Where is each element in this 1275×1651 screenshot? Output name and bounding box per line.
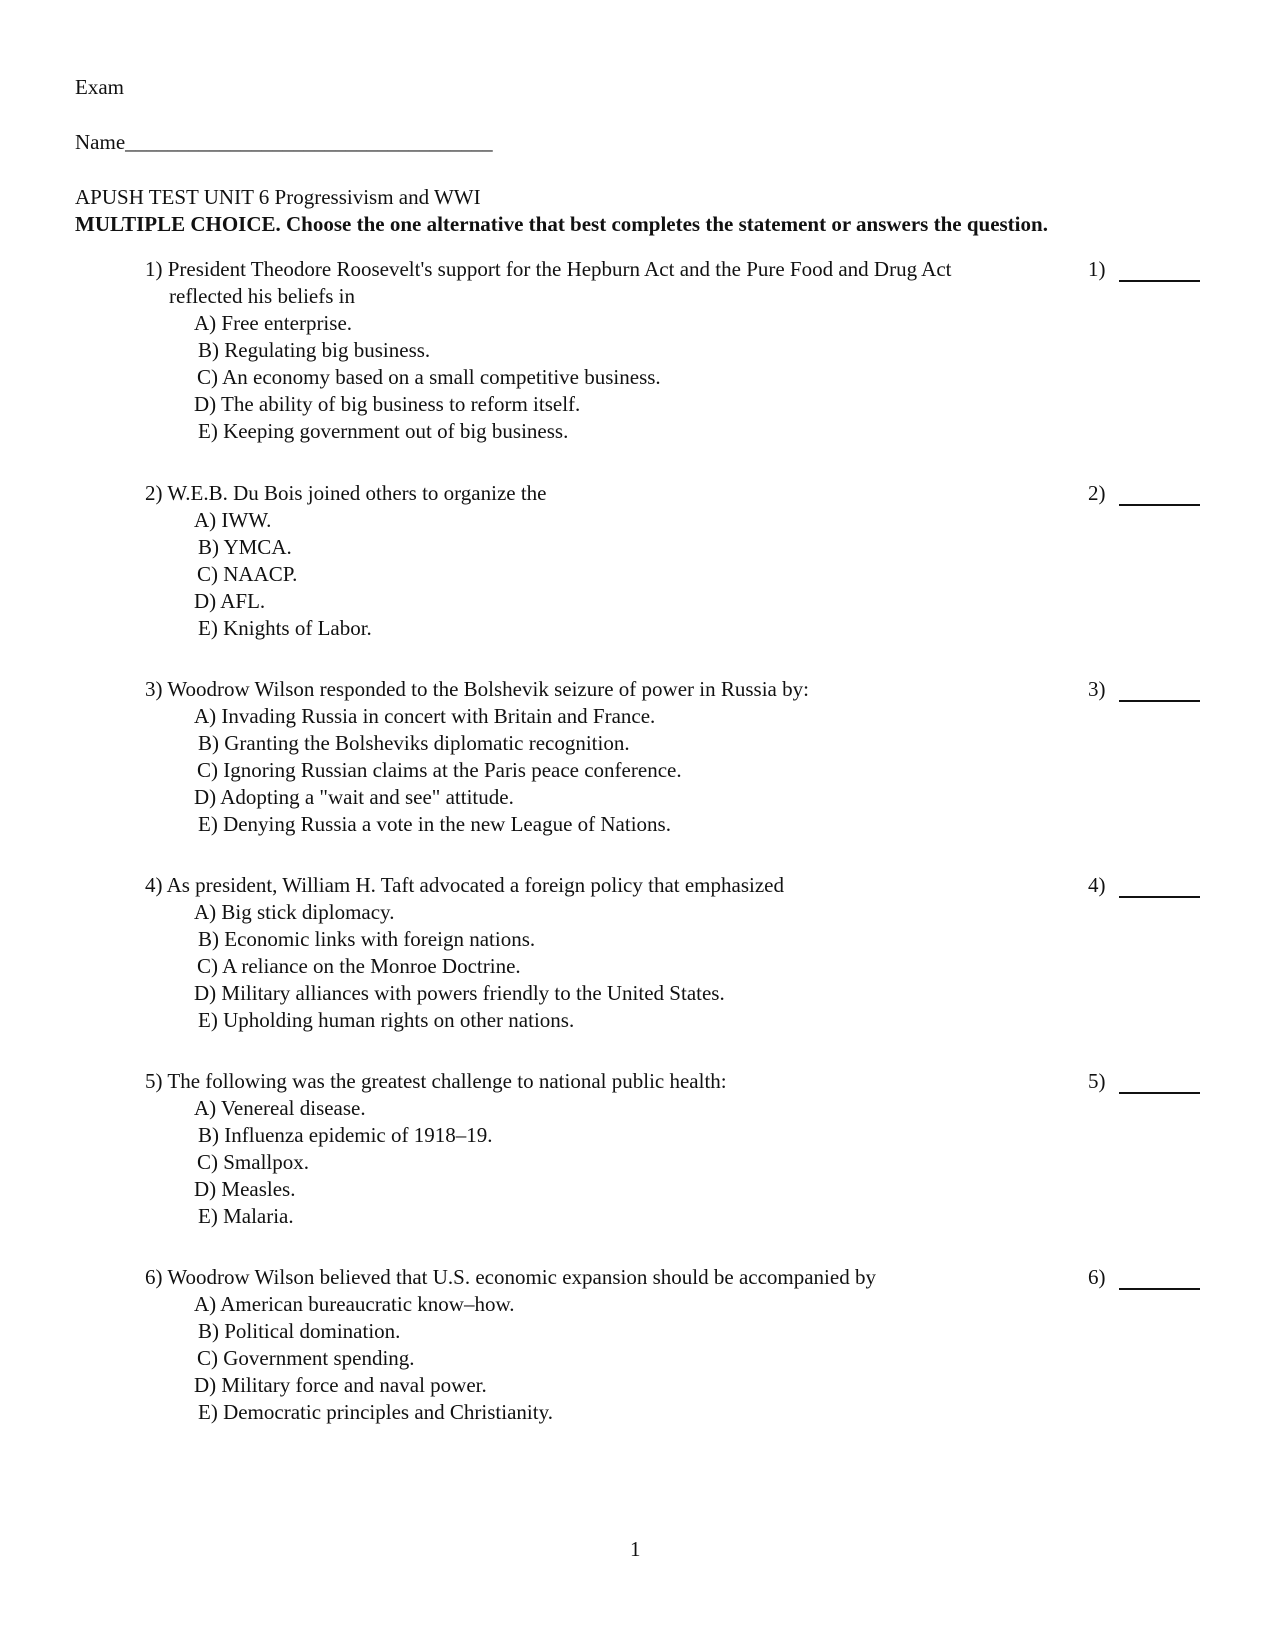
- answer-label: 2): [1088, 481, 1106, 505]
- question-text-line1: President Theodore Roosevelt's support for the Hepburn Act and the Pure Food and Drug Act: [167, 257, 952, 281]
- question-item: [0, 1264, 1275, 1454]
- choice-c: C) Smallpox.: [197, 1150, 310, 1174]
- choice-a: A) Free enterprise.: [194, 311, 353, 335]
- answer-blank[interactable]: [1119, 1288, 1200, 1290]
- choice-c: C) An economy based on a small competitive business.: [197, 365, 661, 389]
- choice-a: A) Venereal disease.: [194, 1096, 366, 1120]
- question-number: 1): [145, 257, 163, 281]
- answer-blank[interactable]: [1119, 1092, 1200, 1094]
- question-number: 2): [145, 481, 163, 505]
- name-field: Name___________________________________: [75, 130, 493, 154]
- question-text-line1: W.E.B. Du Bois joined others to organize the: [167, 481, 547, 505]
- page-number: 1: [630, 1537, 641, 1561]
- choice-a: A) American bureaucratic know–how.: [194, 1292, 515, 1316]
- answer-blank[interactable]: [1119, 280, 1200, 282]
- choice-e: E) Denying Russia a vote in the new League of Nations.: [198, 812, 671, 836]
- choice-list: [196, 310, 661, 445]
- question-text-line1: The following was the greatest challenge to national public health:: [167, 1069, 727, 1093]
- question-number: 3): [145, 677, 163, 701]
- question-text-line1: Woodrow Wilson responded to the Bolshevik seizure of power in Russia by:: [167, 677, 809, 701]
- choice-d: D) Adopting a "wait and see" attitude.: [194, 785, 514, 809]
- question-text-line1: As president, William H. Taft advocated a foreign policy that emphasized: [166, 873, 784, 897]
- choice-e: E) Knights of Labor.: [198, 616, 372, 640]
- question-item: [0, 676, 1275, 866]
- choice-b: B) Regulating big business.: [198, 338, 431, 362]
- answer-label: 3): [1088, 677, 1106, 701]
- answer-label: 6): [1088, 1265, 1106, 1289]
- choice-b: B) Granting the Bolsheviks diplomatic recognition.: [198, 731, 630, 755]
- answer-label: 4): [1088, 873, 1106, 897]
- choice-e: E) Democratic principles and Christianity.: [198, 1400, 553, 1424]
- choice-list: [196, 507, 372, 642]
- question-stem: [145, 676, 1045, 703]
- question-stem: [145, 256, 1045, 310]
- question-text-line1: Woodrow Wilson believed that U.S. economic expansion should be accompanied by: [167, 1265, 876, 1289]
- question-stem: [145, 480, 1045, 507]
- choice-c: C) Government spending.: [197, 1346, 415, 1370]
- choice-d: D) The ability of big business to reform itself.: [194, 392, 581, 416]
- choice-list: [196, 703, 682, 838]
- answer-blank[interactable]: [1119, 700, 1200, 702]
- question-number: 4): [145, 873, 163, 897]
- choice-e: E) Keeping government out of big business.: [198, 419, 569, 443]
- choice-e: E) Upholding human rights on other nations.: [198, 1008, 575, 1032]
- choice-b: B) YMCA.: [198, 535, 292, 559]
- choice-a: A) Big stick diplomacy.: [194, 900, 395, 924]
- question-item: [0, 480, 1275, 670]
- choice-d: D) Military alliances with powers friendly to the United States.: [194, 981, 725, 1005]
- answer-label: 1): [1088, 257, 1106, 281]
- test-title: APUSH TEST UNIT 6 Progressivism and WWI: [75, 185, 481, 209]
- answer-blank[interactable]: [1119, 504, 1200, 506]
- choice-a: A) Invading Russia in concert with Britain and France.: [194, 704, 656, 728]
- choice-b: B) Influenza epidemic of 1918–19.: [198, 1123, 493, 1147]
- choice-e: E) Malaria.: [198, 1204, 294, 1228]
- choice-c: C) Ignoring Russian claims at the Paris peace conference.: [197, 758, 682, 782]
- choice-c: C) A reliance on the Monroe Doctrine.: [197, 954, 521, 978]
- answer-blank[interactable]: [1119, 896, 1200, 898]
- question-item: [0, 872, 1275, 1062]
- answer-label: 5): [1088, 1069, 1106, 1093]
- choice-b: B) Economic links with foreign nations.: [198, 927, 536, 951]
- choice-d: D) Military force and naval power.: [194, 1373, 487, 1397]
- choice-d: D) AFL.: [194, 589, 266, 613]
- exam-label: Exam: [75, 75, 124, 99]
- choice-list: [196, 1095, 493, 1230]
- choice-c: C) NAACP.: [197, 562, 298, 586]
- question-stem: [145, 1068, 1045, 1095]
- question-item: [0, 1068, 1275, 1258]
- choice-list: [196, 899, 725, 1034]
- question-number: 5): [145, 1069, 163, 1093]
- choice-list: [196, 1291, 553, 1426]
- choice-d: D) Measles.: [194, 1177, 296, 1201]
- question-item: [0, 256, 1275, 446]
- question-stem: [145, 872, 1045, 899]
- choice-b: B) Political domination.: [198, 1319, 401, 1343]
- section-instructions: MULTIPLE CHOICE. Choose the one alternative that best completes the statement or answers the question.: [75, 212, 1048, 236]
- choice-a: A) IWW.: [194, 508, 272, 532]
- question-number: 6): [145, 1265, 163, 1289]
- question-stem: [145, 1264, 1045, 1291]
- question-text-line2: reflected his beliefs in: [169, 284, 356, 308]
